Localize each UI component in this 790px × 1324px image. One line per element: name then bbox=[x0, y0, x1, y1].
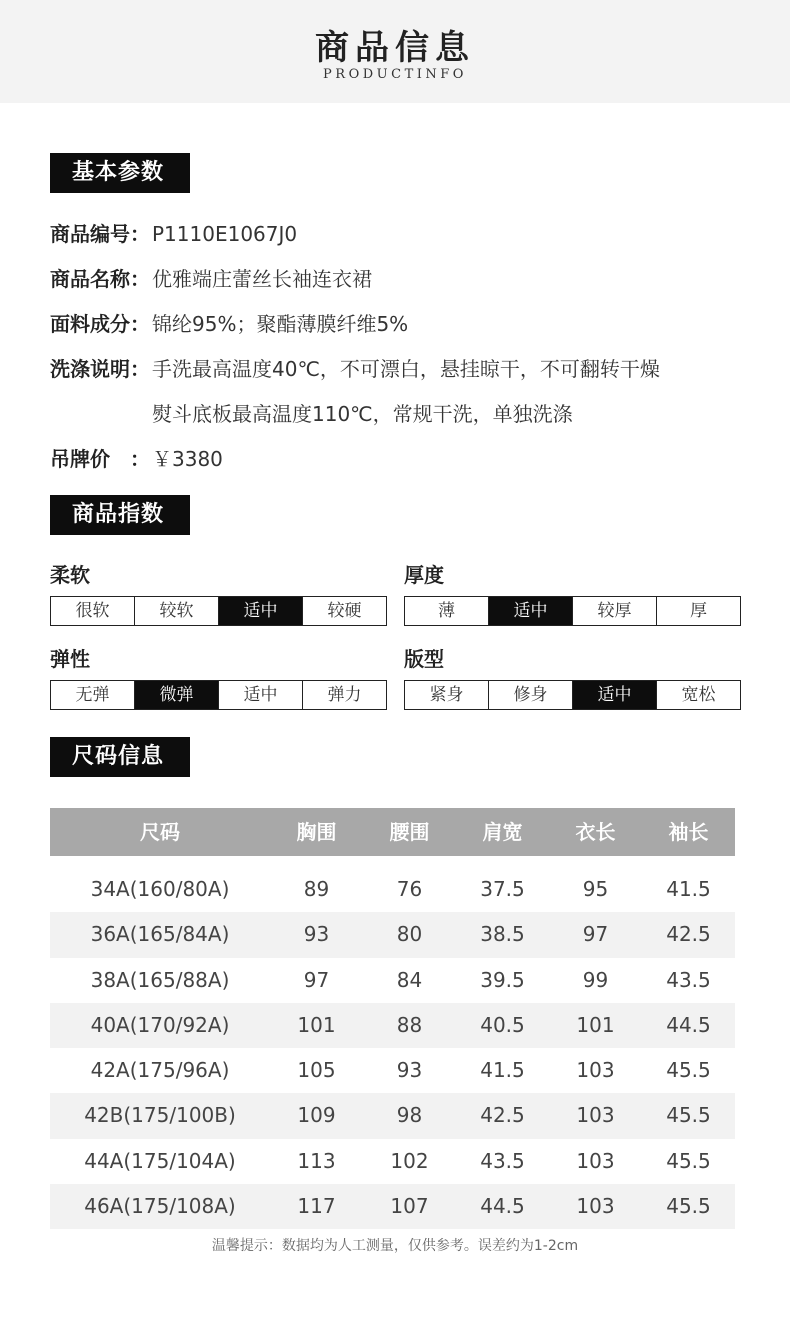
page-header bbox=[0, 0, 790, 103]
table-row bbox=[50, 1139, 735, 1184]
table-cell: 45.5 bbox=[666, 1148, 711, 1173]
table-cell: 36A(165/84A) bbox=[90, 922, 230, 947]
index-option: 薄 bbox=[438, 601, 455, 621]
table-cell: 99 bbox=[582, 967, 609, 992]
table-cell: 97 bbox=[582, 922, 609, 947]
table-cell: 44.5 bbox=[480, 1194, 525, 1219]
index-thickness-scale bbox=[404, 596, 741, 626]
param-code-value: P1110E1067J0 bbox=[152, 222, 298, 246]
table-row bbox=[50, 867, 735, 912]
table-cell: 88 bbox=[396, 1012, 423, 1037]
index-fit bbox=[404, 644, 741, 710]
table-cell: 101 bbox=[576, 1012, 615, 1037]
table-cell: 45.5 bbox=[666, 1103, 711, 1128]
index-elasticity bbox=[50, 644, 387, 710]
table-cell: 34A(160/80A) bbox=[90, 877, 230, 901]
index-option: 很软 bbox=[75, 601, 110, 621]
table-cell: 41.5 bbox=[666, 877, 711, 901]
index-softness-scale bbox=[50, 596, 387, 626]
size-header-cell: 胸围 bbox=[296, 820, 337, 844]
page-subtitle: PRODUCTINFO bbox=[323, 67, 467, 82]
size-table bbox=[50, 808, 735, 1229]
table-cell: 89 bbox=[303, 877, 330, 901]
table-cell: 113 bbox=[297, 1148, 336, 1173]
index-option: 弹力 bbox=[302, 681, 386, 709]
table-cell: 38.5 bbox=[480, 922, 525, 947]
index-thickness-title: 厚度 bbox=[404, 563, 444, 587]
table-cell: 45.5 bbox=[666, 1058, 711, 1083]
table-cell: 95 bbox=[582, 877, 609, 901]
index-softness bbox=[50, 560, 387, 626]
param-price-label: 吊牌价 ： bbox=[50, 447, 150, 471]
table-cell: 101 bbox=[297, 1012, 336, 1037]
table-row bbox=[50, 1003, 735, 1048]
table-row bbox=[50, 912, 735, 957]
index-elasticity-title: 弹性 bbox=[50, 647, 90, 671]
param-fabric-label: 面料成分： bbox=[50, 312, 150, 336]
table-row bbox=[50, 958, 735, 1003]
table-cell: 84 bbox=[396, 967, 423, 992]
table-cell: 42B(175/100B) bbox=[84, 1103, 236, 1128]
param-wash-line1: 手洗最高温度40℃，不可漂白，悬挂晾干，不可翻转干燥 bbox=[152, 357, 660, 381]
table-cell: 117 bbox=[297, 1194, 336, 1219]
index-option: 较软 bbox=[134, 597, 218, 625]
size-table-header bbox=[50, 808, 735, 856]
index-option-selected: 微弹 bbox=[134, 681, 218, 709]
table-cell: 44.5 bbox=[666, 1012, 711, 1037]
table-cell: 43.5 bbox=[666, 967, 711, 992]
table-cell: 41.5 bbox=[480, 1058, 525, 1083]
size-header-cell: 袖长 bbox=[668, 820, 709, 844]
index-option: 紧身 bbox=[429, 685, 464, 705]
table-cell: 107 bbox=[390, 1194, 429, 1219]
table-cell: 103 bbox=[576, 1058, 615, 1083]
table-cell: 38A(165/88A) bbox=[90, 967, 230, 992]
table-cell: 42.5 bbox=[666, 922, 711, 947]
table-cell: 103 bbox=[576, 1103, 615, 1128]
table-cell: 40A(170/92A) bbox=[90, 1012, 230, 1037]
table-cell: 45.5 bbox=[666, 1194, 711, 1219]
param-wash-line2: 熨斗底板最高温度110℃，常规干洗，单独洗涤 bbox=[152, 402, 573, 426]
index-option: 厚 bbox=[656, 597, 740, 625]
table-row bbox=[50, 1093, 735, 1138]
index-option: 适中 bbox=[218, 681, 302, 709]
index-fit-scale bbox=[404, 680, 741, 710]
index-option: 宽松 bbox=[656, 681, 740, 709]
param-wash-label: 洗涤说明： bbox=[50, 357, 150, 381]
index-elasticity-scale bbox=[50, 680, 387, 710]
index-thickness bbox=[404, 560, 741, 626]
table-cell: 98 bbox=[396, 1103, 423, 1128]
index-option: 较厚 bbox=[572, 597, 656, 625]
table-cell: 103 bbox=[576, 1194, 615, 1219]
table-cell: 42.5 bbox=[480, 1103, 525, 1128]
index-option-selected: 适中 bbox=[218, 597, 302, 625]
table-cell: 43.5 bbox=[480, 1148, 525, 1173]
param-code-label: 商品编号： bbox=[50, 222, 150, 246]
table-cell: 37.5 bbox=[480, 877, 525, 901]
section-tag-size: 尺码信息 bbox=[50, 737, 190, 777]
index-fit-title: 版型 bbox=[404, 647, 444, 671]
size-table-body bbox=[50, 867, 735, 1229]
index-softness-title: 柔软 bbox=[50, 563, 90, 587]
index-option-selected: 适中 bbox=[488, 597, 572, 625]
table-cell: 42A(175/96A) bbox=[90, 1058, 230, 1083]
table-cell: 102 bbox=[390, 1148, 429, 1173]
table-cell: 109 bbox=[297, 1103, 336, 1128]
index-option: 较硬 bbox=[302, 597, 386, 625]
section-tag-index: 商品指数 bbox=[50, 495, 190, 535]
table-cell: 76 bbox=[396, 877, 423, 901]
size-header-cell: 尺码 bbox=[140, 820, 180, 844]
index-option: 修身 bbox=[488, 681, 572, 709]
index-option: 无弹 bbox=[75, 685, 110, 705]
index-option-selected: 适中 bbox=[572, 681, 656, 709]
table-cell: 105 bbox=[297, 1058, 336, 1083]
table-cell: 97 bbox=[303, 967, 330, 992]
param-name-label: 商品名称： bbox=[50, 267, 150, 291]
param-fabric-value: 锦纶95%；聚酯薄膜纤维5% bbox=[152, 312, 409, 336]
table-cell: 103 bbox=[576, 1148, 615, 1173]
table-row bbox=[50, 1048, 735, 1093]
table-cell: 46A(175/108A) bbox=[84, 1194, 236, 1219]
table-cell: 44A(175/104A) bbox=[84, 1148, 236, 1173]
table-cell: 93 bbox=[396, 1058, 423, 1083]
table-cell: 39.5 bbox=[480, 967, 525, 992]
param-name-value: 优雅端庄蕾丝长袖连衣裙 bbox=[152, 267, 372, 291]
measurement-tip: 温馨提示：数据均为人工测量，仅供参考。误差约为1-2cm bbox=[211, 1238, 579, 1254]
size-header-cell: 腰围 bbox=[389, 820, 430, 844]
page-title: 商品信息 bbox=[315, 28, 475, 68]
size-header-cell: 肩宽 bbox=[482, 820, 523, 844]
param-price-value: ￥3380 bbox=[152, 447, 223, 471]
size-header-cell: 衣长 bbox=[575, 820, 616, 844]
table-cell: 93 bbox=[303, 922, 330, 947]
section-tag-basic: 基本参数 bbox=[50, 153, 190, 193]
table-cell: 40.5 bbox=[480, 1012, 525, 1037]
table-cell: 80 bbox=[396, 922, 423, 947]
table-row bbox=[50, 1184, 735, 1229]
